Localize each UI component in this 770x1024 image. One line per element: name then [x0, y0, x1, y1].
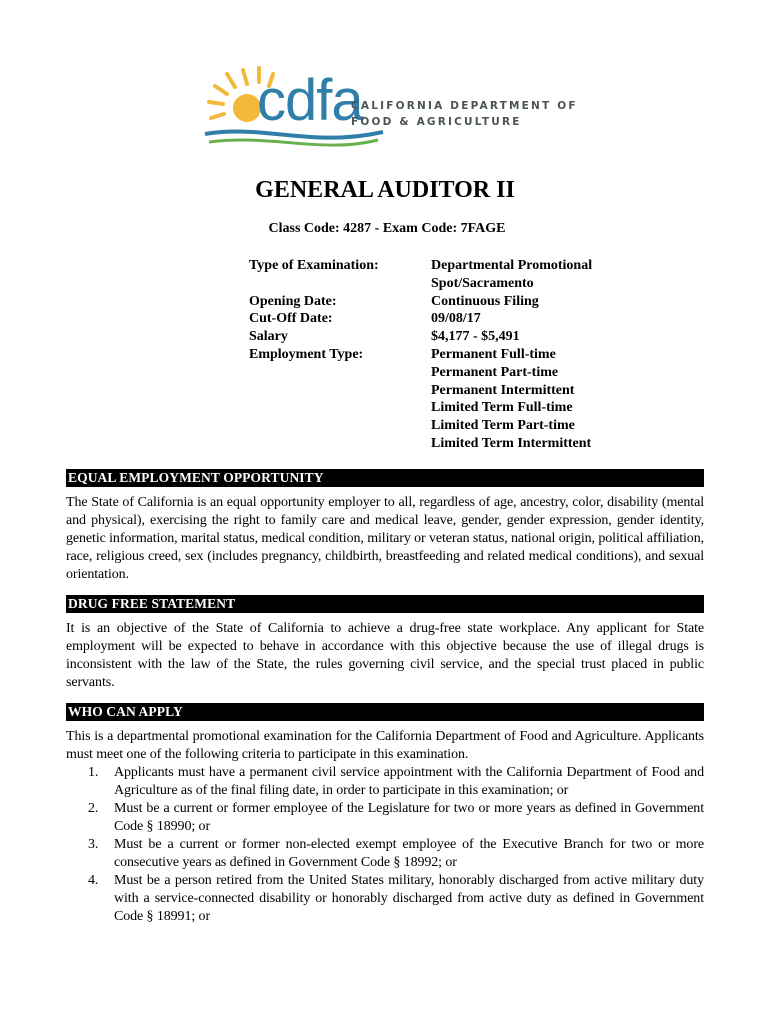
employment-type-value: Limited Term Part-time	[431, 418, 575, 434]
employment-type-label: Employment Type:	[249, 346, 364, 362]
list-item	[66, 800, 704, 836]
who-can-apply-heading: WHO CAN APPLY	[66, 703, 704, 721]
employment-type-values	[431, 346, 591, 453]
employment-type-value: Limited Term Full-time	[431, 400, 573, 416]
exam-type-value: Departmental Promotional	[431, 258, 593, 273]
exam-type-values	[431, 257, 592, 293]
list-item-number: 4.	[88, 873, 99, 888]
drug-free-heading: DRUG FREE STATEMENT	[66, 595, 704, 613]
logo-dept-line1: CALIFORNIA DEPARTMENT OF	[351, 100, 578, 112]
who-can-apply-body	[66, 728, 704, 926]
wave-green	[209, 140, 378, 145]
employment-type-value: Permanent Intermittent	[431, 382, 575, 398]
eeo-heading: EQUAL EMPLOYMENT OPPORTUNITY	[66, 469, 704, 487]
cutoff-date-value: 09/08/17	[431, 311, 481, 327]
list-item-text: Must be a current or former employee of the Legislature for two or more years as defined in Government Code § 18990; or	[114, 801, 704, 834]
exam-type-value: Spot/Sacramento	[431, 275, 534, 291]
cutoff-date-label: Cut-Off Date:	[249, 311, 333, 327]
drug-free-section	[66, 595, 704, 692]
salary-value: $4,177 - $5,491	[431, 329, 520, 345]
list-item-text: Must be a person retired from the United States military, honorably discharged from active military duty with a service-connected disability or honorably discharged from active duty as defined in Government Code § 18991; or	[114, 873, 704, 924]
who-can-apply-section	[66, 703, 704, 926]
list-item	[66, 764, 704, 800]
cdfa-logo	[203, 62, 583, 152]
list-item-number: 3.	[88, 837, 99, 852]
eeo-section	[66, 469, 704, 584]
list-item-text: Applicants must have a permanent civil service appointment with the California Department of Food and Agriculture as of the final filing date, in order to participate in this examination; or	[114, 765, 704, 798]
opening-date-row	[249, 293, 592, 311]
who-can-apply-intro: This is a departmental promotional examination for the California Department of Food and Agriculture. Applicants must meet one of the following criteria to participate in this examination.	[66, 729, 704, 762]
codes-text: Class Code: 4287 - Exam Code: 7FAGE	[268, 221, 506, 236]
opening-date-value: Continuous Filing	[431, 293, 539, 309]
eeo-body: The State of California is an equal opportunity employer to all, regardless of age, ancestry, color, disability (mental and physical), exercising the right to family care and medical leave, gender, gender expression, gender identity, genetic information, marital status, medical condition, military or veteran status, national origin, political affiliation, race, religious creed, sex (includes pregnancy, childbirth, breastfeeding and related medical conditions), and sexual orientation.	[66, 495, 704, 582]
list-item-text: Must be a current or former non-elected exempt employee of the Executive Branch for two or more consecutive years as defined in Government Code § 18992; or	[114, 837, 704, 870]
salary-row	[249, 328, 592, 346]
exam-type-label: Type of Examination:	[249, 258, 379, 273]
employment-type-value: Permanent Full-time	[431, 346, 556, 362]
class-exam-codes	[0, 221, 770, 237]
page-title: GENERAL AUDITOR II	[255, 177, 515, 203]
exam-type-row	[249, 257, 592, 293]
list-item-number: 2.	[88, 801, 99, 816]
employment-type-value: Permanent Part-time	[431, 364, 559, 380]
employment-type-value: Limited Term Intermittent	[431, 435, 592, 451]
list-item	[66, 836, 704, 872]
criteria-list	[66, 764, 704, 926]
list-item	[66, 872, 704, 926]
logo-dept-line2: FOOD & AGRICULTURE	[351, 116, 522, 128]
drug-free-body: It is an objective of the State of California to achieve a drug-free state workplace. Any applicant for State employment will be expected to behave in accordance with this objective because the use of illegal drugs is inconsistent with the law of the State, the rules governing civil service, and the special trust placed in public servants.	[66, 621, 704, 690]
list-item-number: 1.	[88, 765, 99, 780]
cutoff-date-row	[249, 310, 592, 328]
employment-type-row	[249, 346, 592, 453]
logo-wordmark: cdfa	[257, 68, 363, 133]
opening-date-label: Opening Date:	[249, 293, 337, 309]
exam-info-table	[249, 257, 592, 453]
salary-label: Salary	[249, 329, 288, 345]
